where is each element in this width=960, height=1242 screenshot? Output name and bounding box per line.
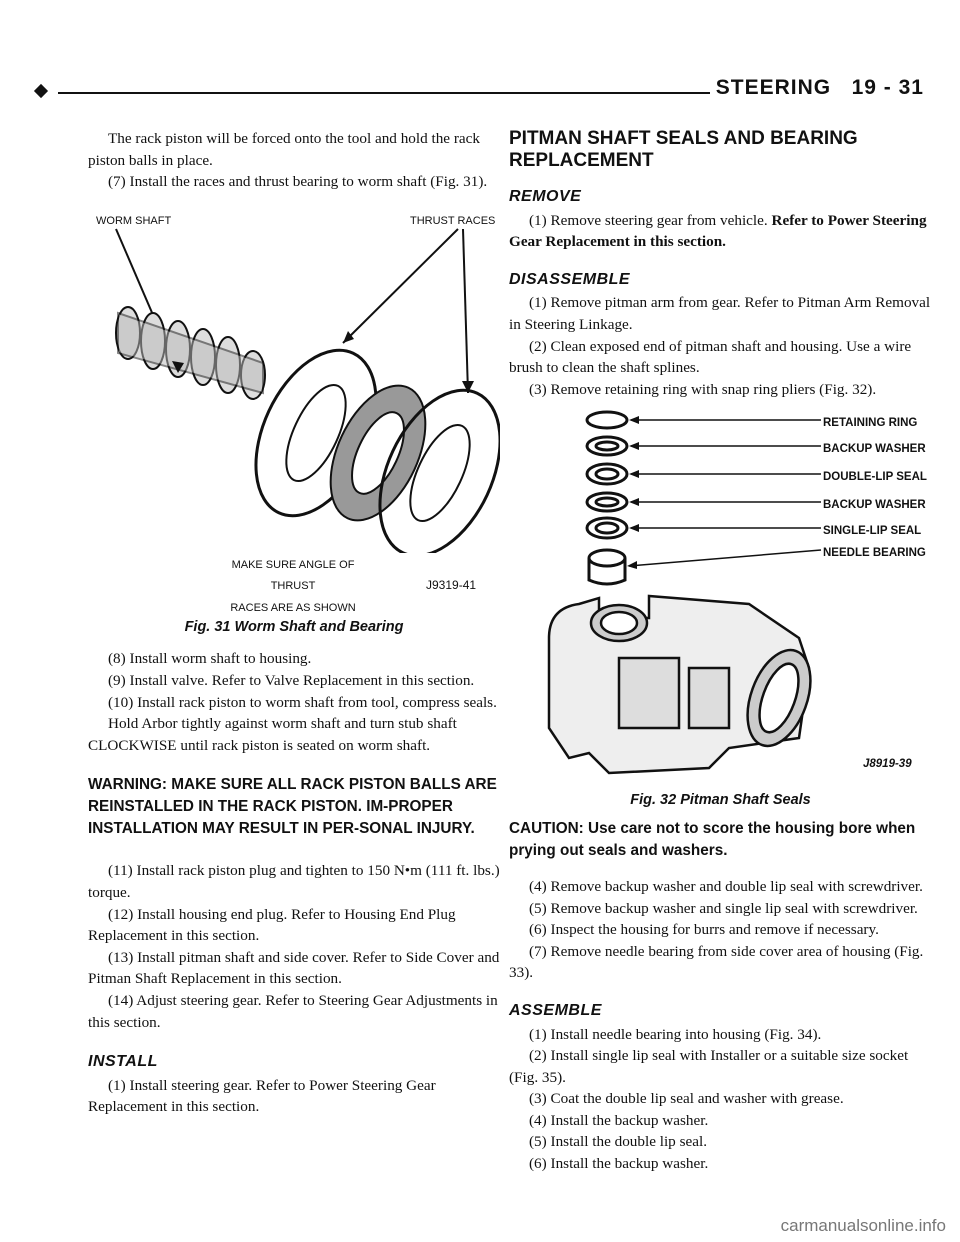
disassemble-step-6: (6) Inspect the housing for burrs and remove if necessary. (529, 921, 879, 939)
assemble-step-5: (5) Install the double lip seal. (529, 1133, 707, 1151)
step-9: (9) Install valve. Refer to Valve Replacement in this section. (108, 671, 475, 689)
label-retaining-ring: RETAINING RING (823, 417, 918, 430)
figure-31-note (208, 555, 378, 620)
step-7: (7) Install the races and thrust bearing to worm shaft (Fig. 31). (108, 173, 488, 191)
step-12: (12) Install housing end plug. Refer to Housing End Plug Replacement in this section. (88, 905, 456, 945)
hold-arbor-paragraph: Hold Arbor tightly against worm shaft and turn stub shaft CLOCKWISE until rack piston is seated on worm shaft. (88, 715, 457, 754)
figure-32-code: J8919-39 (863, 758, 912, 771)
figure-31 (88, 203, 500, 614)
remove-step-1-text: (1) Remove steering gear from vehicle. (529, 211, 768, 229)
header-title: STEERING (715, 76, 832, 99)
label-backup-washer-1: BACKUP WASHER (823, 443, 926, 456)
header-page-number: 19 - 31 (851, 76, 924, 99)
worm-shaft-bearing-illustration (88, 223, 500, 553)
disassemble-step-1: (1) Remove pitman arm from gear. Refer to Pitman Arm Removal in Steering Linkage. (509, 294, 931, 333)
assemble-step-6: (6) Install the backup washer. (529, 1155, 709, 1173)
disassemble-step-2: (2) Clean exposed end of pitman shaft and housing. Use a wire brush to clean the shaft splines. (509, 337, 912, 377)
step-13: (13) Install pitman shaft and side cover. Refer to Side Cover and Pitman Shaft Replacement in this section. (88, 948, 500, 988)
right-column (509, 128, 932, 1175)
header-diamond-icon (34, 84, 48, 98)
disassemble-step-5: (5) Remove backup washer and single lip seal with screwdriver. (529, 899, 918, 917)
label-single-lip-seal: SINGLE-LIP SEAL (823, 525, 922, 538)
remove-heading: REMOVE (509, 188, 582, 205)
assemble-heading: ASSEMBLE (509, 1001, 602, 1019)
remove-step-1-refer: Refer to Power Steering Gear Replacement in this section. (509, 211, 927, 251)
paragraph-rack-piston: The rack piston will be forced onto the tool and hold the rack piston balls in place. (88, 130, 480, 169)
figure-32-caption: Fig. 32 Pitman Shaft Seals (630, 792, 811, 809)
label-thrust-races: THRUST RACES (410, 214, 496, 227)
assemble-step-4: (4) Install the backup washer. (529, 1111, 709, 1129)
warning-note: WARNING: MAKE SURE ALL RACK PISTON BALLS ARE REINSTALLED IN THE RACK PISTON. IM-PROPER INSTALLATION MAY RESULT IN PER-SONAL INJURY. (88, 776, 497, 838)
label-double-lip-seal: DOUBLE-LIP SEAL (823, 471, 927, 484)
site-watermark: carmanualsonline.info (780, 1216, 946, 1235)
figure-32 (509, 408, 932, 786)
step-11: (11) Install rack piston plug and tighten to 150 N•m (111 ft. lbs.) torque. (88, 862, 500, 901)
header-rule (58, 92, 710, 94)
disassemble-step-4: (4) Remove backup washer and double lip seal with screwdriver. (529, 877, 923, 895)
step-14: (14) Adjust steering gear. Refer to Steering Gear Adjustments in this section. (88, 991, 498, 1031)
step-8: (8) Install worm shaft to housing. (108, 650, 312, 668)
caution-note: CAUTION: Use care not to score the housing bore when prying out seals and washers. (509, 819, 916, 859)
figure-31-code: J9319-41 (426, 577, 477, 592)
section-title: PITMAN SHAFT SEALS AND BEARING REPLACEMENT (509, 128, 858, 171)
left-column (88, 128, 500, 1118)
label-worm-shaft: WORM SHAFT (96, 214, 172, 227)
remove-step-1 (509, 210, 932, 253)
note-line-1: MAKE SURE ANGLE OF THRUST (231, 558, 355, 593)
page-header (716, 76, 924, 100)
label-backup-washer-2: BACKUP WASHER (823, 499, 926, 512)
step-10: (10) Install rack piston to worm shaft from tool, compress seals. (108, 693, 497, 711)
label-needle-bearing: NEEDLE BEARING (823, 547, 926, 560)
install-heading: INSTALL (88, 1053, 158, 1071)
note-line-2: RACES ARE AS SHOWN (230, 601, 356, 614)
assemble-step-2: (2) Install single lip seal with Installer or a suitable size socket (Fig. 35). (509, 1047, 909, 1086)
assemble-step-3: (3) Coat the double lip seal and washer with grease. (529, 1090, 844, 1108)
disassemble-step-3: (3) Remove retaining ring with snap ring pliers (Fig. 32). (529, 380, 877, 398)
pitman-shaft-seals-illustration (509, 408, 932, 786)
disassemble-heading: DISASSEMBLE (509, 270, 631, 288)
figure-31-caption: Fig. 31 Worm Shaft and Bearing (184, 618, 404, 635)
disassemble-step-7: (7) Remove needle bearing from side cover area of housing (Fig. 33). (509, 942, 924, 982)
assemble-step-1: (1) Install needle bearing into housing (Fig. 34). (529, 1025, 822, 1043)
install-step-1: (1) Install steering gear. Refer to Power Steering Gear Replacement in this section. (88, 1076, 436, 1116)
